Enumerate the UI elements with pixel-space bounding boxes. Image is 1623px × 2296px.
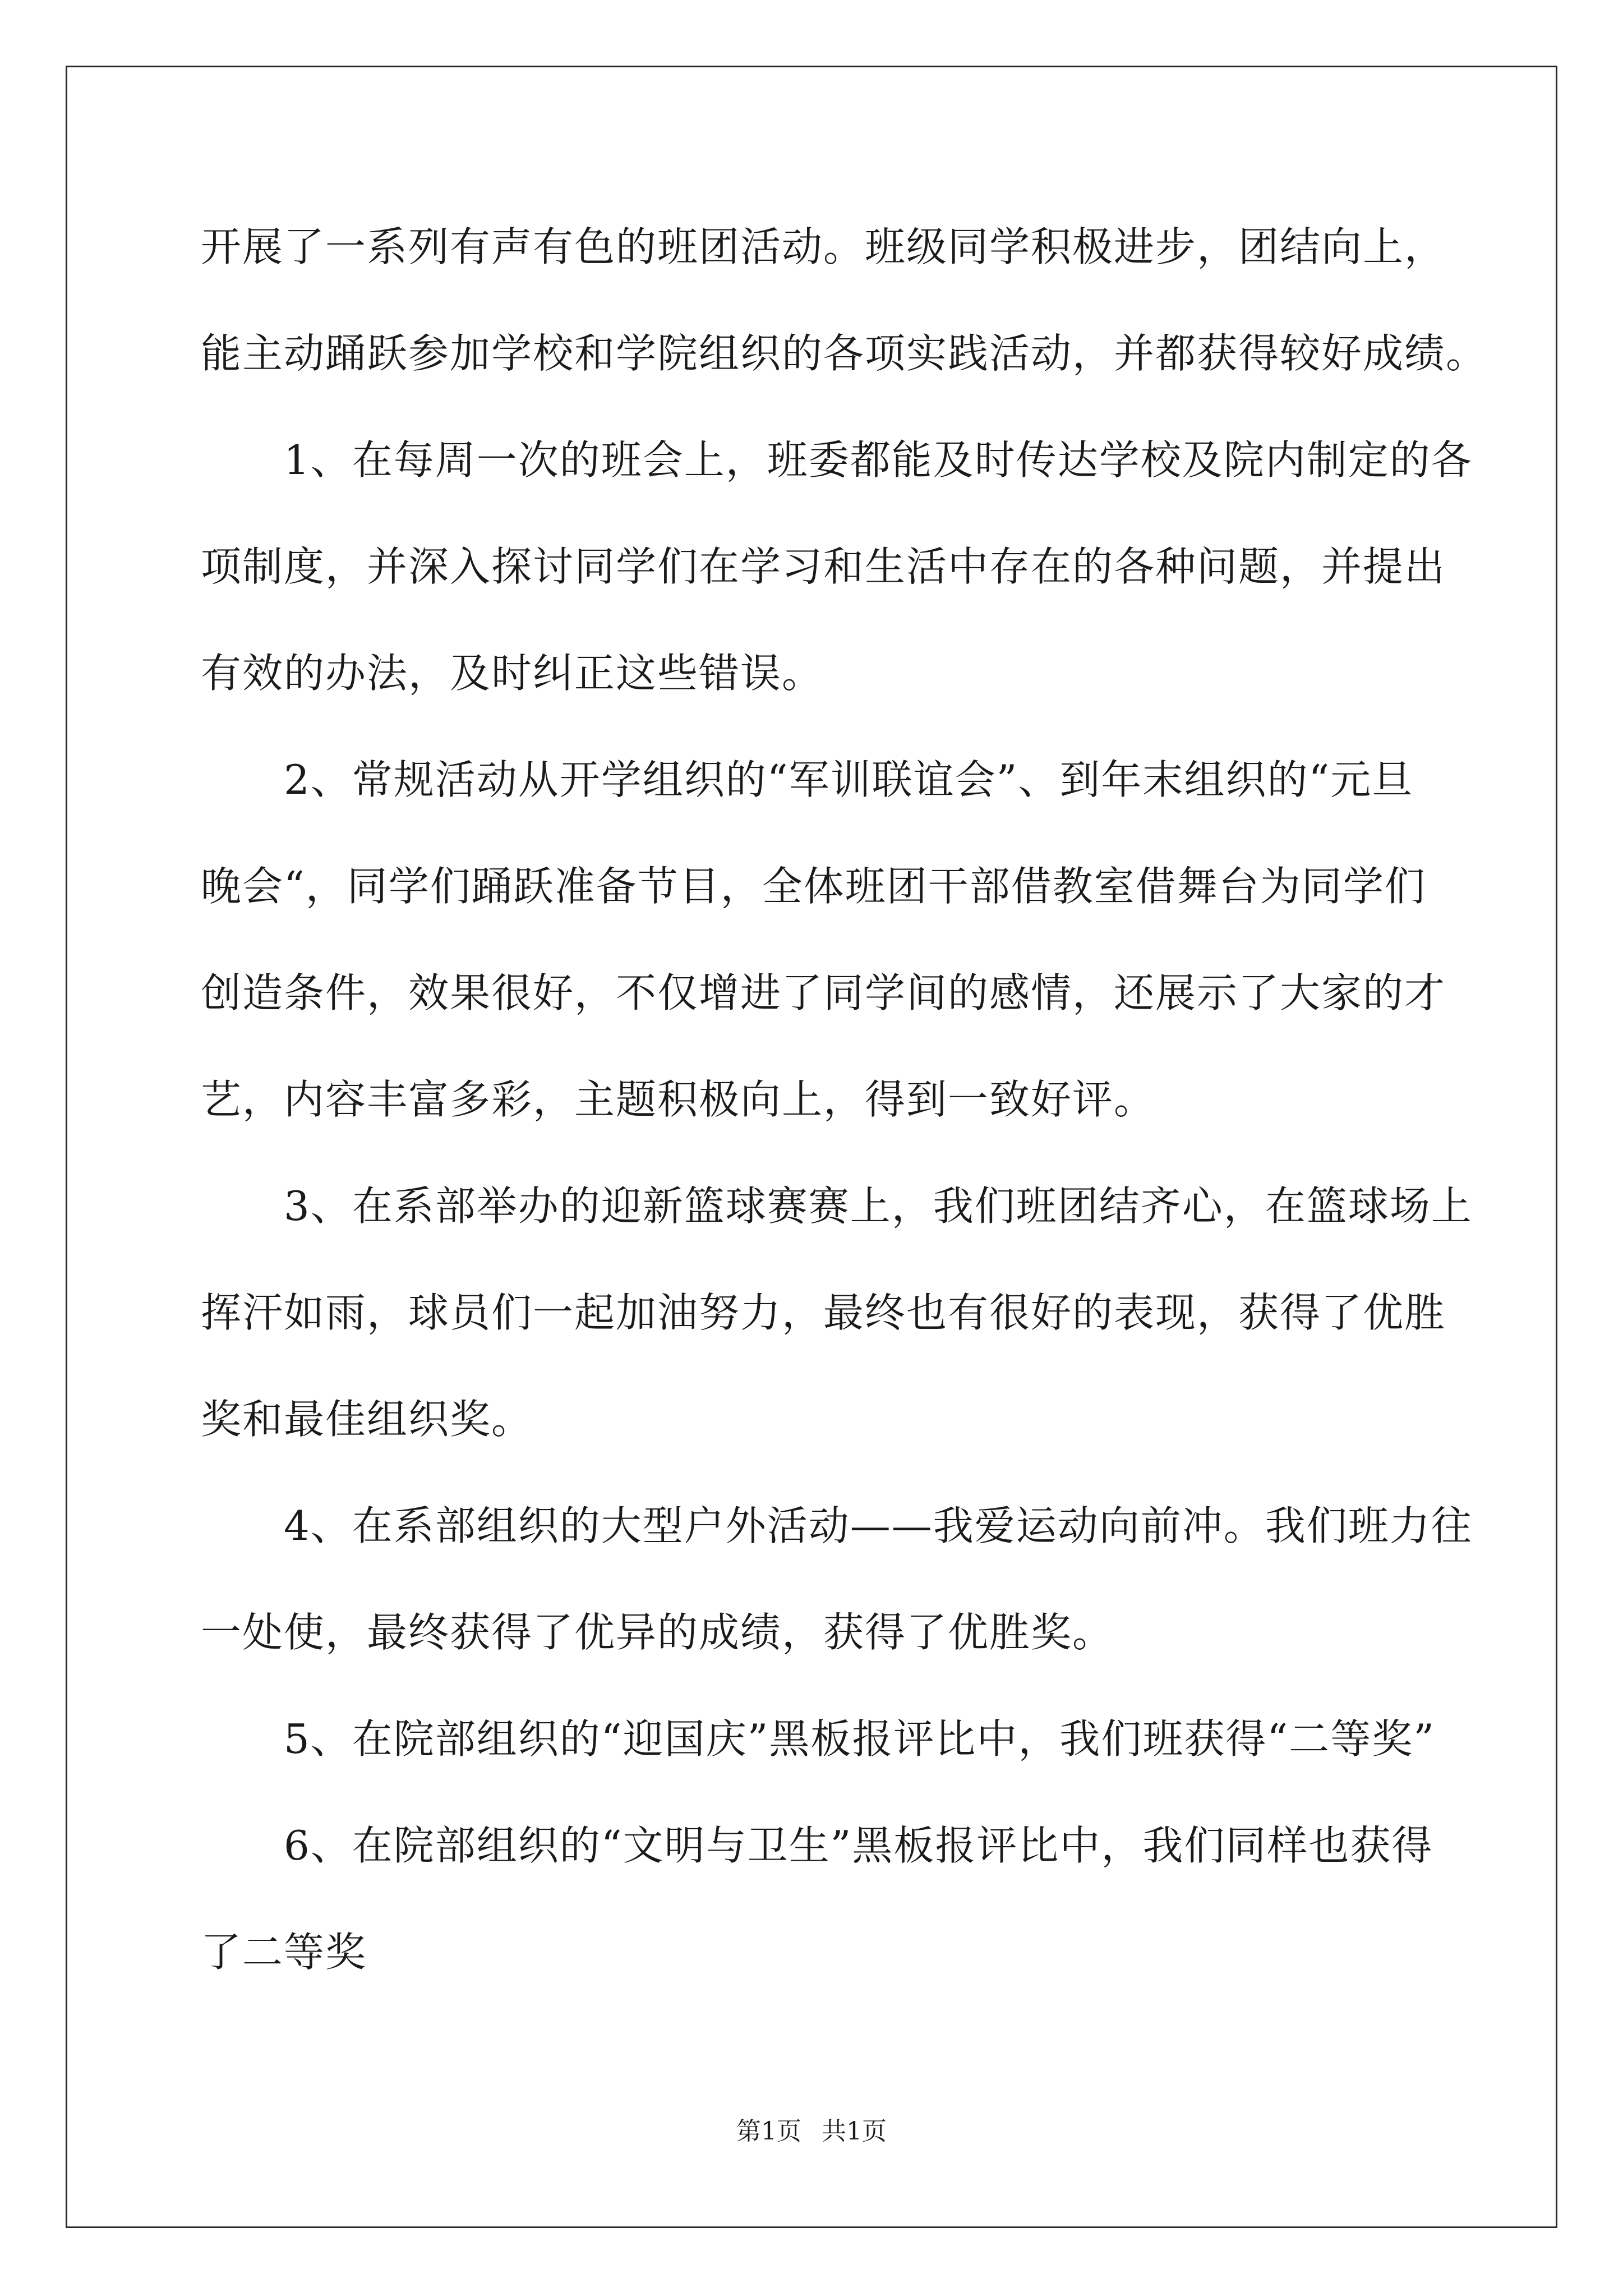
- text-line: 5、在院部组织的“迎国庆”黑板报评比中，我们班获得“二等奖”: [201, 1715, 1436, 1763]
- text-line: 晚会“，同学们踊跃准备节目，全体班团干部借教室借舞台为同学们: [201, 863, 1426, 910]
- page-number: 第1页: [736, 2117, 801, 2146]
- text-line: 有效的办法，及时纠正这些错误。: [201, 650, 824, 697]
- text-line: 创造条件，效果很好，不仅增进了同学间的感情，还展示了大家的才: [201, 969, 1446, 1016]
- text-line: 4、在系部组织的大型户外活动——我爱运动向前冲。我们班力往: [201, 1502, 1473, 1549]
- text-line: 挥汗如雨，球员们一起加油努力，最终也有很好的表现，获得了优胜: [201, 1289, 1446, 1336]
- text-line: 奖和最佳组织奖。: [201, 1396, 533, 1443]
- text-line: 3、在系部举办的迎新篮球赛赛上，我们班团结齐心，在篮球场上: [201, 1182, 1473, 1230]
- document-body: [201, 194, 1488, 2005]
- page-footer: [0, 2115, 1623, 2148]
- text-line: 6、在院部组织的“文明与卫生”黑板报评比中，我们同样也获得: [201, 1822, 1433, 1869]
- text-line: 了二等奖: [201, 1929, 367, 1976]
- text-line: 项制度，并深入探讨同学们在学习和生活中存在的各种问题，并提出: [201, 543, 1446, 590]
- text-line: 能主动踊跃参加学校和学院组织的各项实践活动，并都获得较好成绩。: [201, 330, 1488, 377]
- text-line: 艺，内容丰富多彩，主题积极向上，得到一致好评。: [201, 1076, 1156, 1123]
- text-line: 2、常规活动从开学组织的“军训联谊会”、到年末组织的“元旦: [201, 756, 1414, 803]
- text-line: 1、在每周一次的班会上，班委都能及时传达学校及院内制定的各: [201, 436, 1473, 484]
- text-line: 一处使，最终获得了优异的成绩，获得了优胜奖。: [201, 1609, 1114, 1656]
- text-line: 开展了一系列有声有色的班团活动。班级同学积极进步，团结向上，: [201, 223, 1446, 270]
- page-total: 共1页: [822, 2117, 887, 2146]
